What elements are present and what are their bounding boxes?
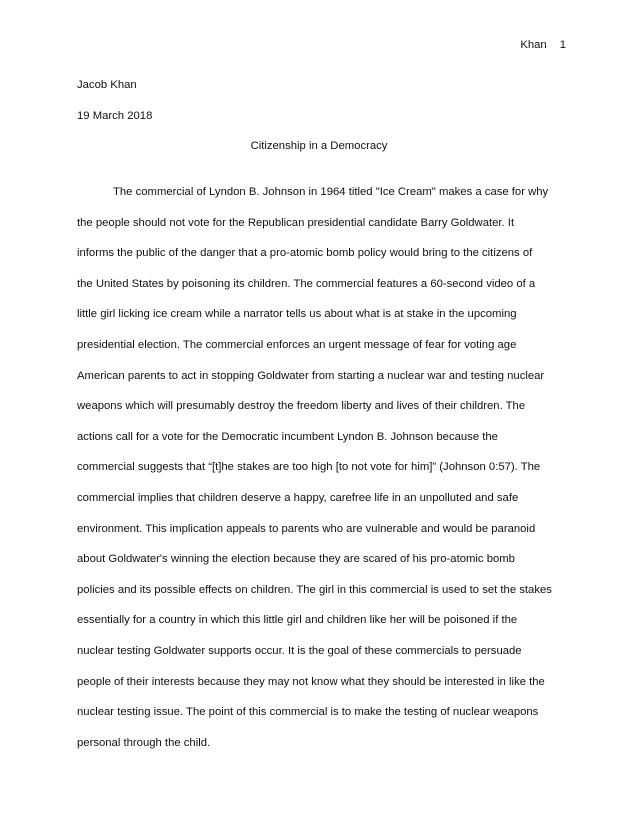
document-date: 19 March 2018 (77, 110, 153, 122)
paragraph-line: the United States by poisoning its children. The commercial features a 60-second video of a (77, 277, 536, 290)
author-name: Jacob Khan (77, 79, 137, 91)
paragraph-line: personal through the child. (77, 736, 211, 749)
paragraph-line: nuclear testing issue. The point of this commercial is to make the testing of nuclear weapons (77, 706, 539, 719)
running-header (520, 39, 566, 51)
paragraph-line: environment. This implication appeals to parents who are vulnerable and would be paranoid (77, 522, 536, 535)
paragraph-line: commercial implies that children deserve a happy, carefree life in an unpolluted and safe (77, 491, 519, 504)
paragraph-line: little girl licking ice cream while a narrator tells us about what is at stake in the upcoming (77, 308, 517, 321)
paragraph-line: American parents to act in stopping Goldwater from starting a nuclear war and testing nuclear (77, 369, 545, 382)
paragraph-line: policies and its possible effects on children. The girl in this commercial is used to set the stakes (77, 583, 552, 596)
document-title: Citizenship in a Democracy (250, 140, 388, 152)
body-paragraph (77, 185, 561, 766)
paragraph-line: informs the public of the danger that a pro-atomic bomb policy would bring to the citizens of (77, 247, 533, 260)
paragraph-line: The commercial of Lyndon B. Johnson in 1964 titled "Ice Cream" makes a case for why (113, 186, 549, 198)
paragraph-line: essentially for a country in which this little girl and children like her will be poisoned if the (77, 614, 518, 627)
paragraph-line: actions call for a vote for the Democratic incumbent Lyndon B. Johnson because the (77, 430, 498, 443)
paragraph-line: commercial suggests that “[t]he stakes are too high [to not vote for him]” (Johnson 0:57). The (77, 461, 541, 474)
paragraph-line: the people should not vote for the Republican presidential candidate Barry Goldwater. It (77, 216, 515, 229)
paragraph-line: weapons which will presumably destroy the freedom liberty and lives of their children. The (77, 400, 526, 413)
paragraph-line: people of their interests because they may not know what they should be interested in like the (77, 675, 545, 688)
paragraph-line: presidential election. The commercial enforces an urgent message of fear for voting age (77, 338, 517, 351)
header-page-number: 1 (559, 39, 566, 51)
header-surname: Khan (520, 39, 547, 51)
paragraph-line: about Goldwater's winning the election because they are scared of his pro-atomic bomb (77, 553, 515, 566)
paragraph-line: nuclear testing Goldwater supports occur. It is the goal of these commercials to persuade (77, 644, 522, 657)
